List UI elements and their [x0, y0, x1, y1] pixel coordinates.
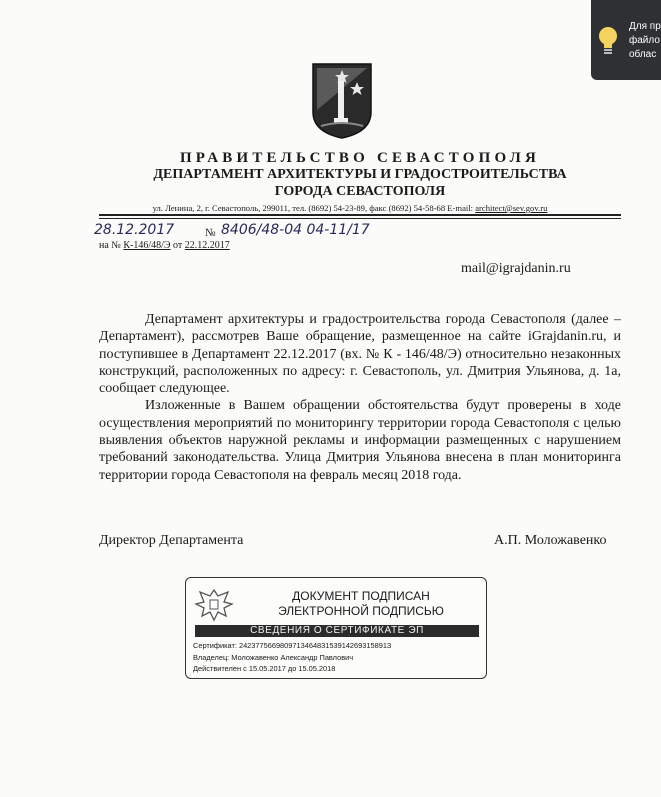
government-title: ПРАВИТЕЛЬСТВО СЕВАСТОПОЛЯ	[179, 150, 541, 166]
ref-prefix: на №	[99, 240, 121, 251]
body-paragraph: Изложенные в Вашем обращении обстоятельства будут проверены в ходе осуществления мероприятий по мониторингу территории города Севастополя с целью выявления объектов наружной рекламы и информации размещенных с нарушением требований законодательства. Улица Дмитрия Ульянова внесена в план мониторинга территории города Севастополя на февраль месяц 2018 года.	[99, 398, 621, 483]
russian-eagle-icon	[194, 586, 234, 622]
certificate-validity: Действителен с 15.05.2017 до 15.05.2018	[193, 664, 336, 673]
certificate-serial: Сертификат: 242377566980971346483153914269315891З	[193, 641, 392, 650]
reference-line	[99, 240, 230, 251]
number-sign: №	[205, 227, 216, 239]
address-text: ул. Ленина, 2, г. Севастополь, 299011, тел. (8692) 54-23-89, факс (8692) 54-58-68 E-mail:	[152, 203, 474, 213]
certificate-owner: Владелец: Моложавенко Александр Павлович	[193, 653, 354, 662]
tooltip-line: файло	[629, 35, 660, 46]
header-address	[0, 203, 661, 213]
ref-from: от	[173, 240, 183, 251]
ref-date: 22.12.2017	[184, 240, 230, 251]
sevastopol-coat-of-arms-icon	[311, 62, 373, 140]
signatory-name: А.П. Моложавенко	[494, 533, 607, 548]
certificate-info-bar: СВЕДЕНИЯ О СЕРТИФИКАТЕ ЭП	[195, 625, 479, 637]
city-title: ГОРОДА СЕВАСТОПОЛЯ	[274, 184, 446, 199]
header-rule-thick	[99, 214, 621, 216]
header-email: architect@sev.gov.ru	[475, 203, 548, 213]
tooltip-line: облас	[629, 49, 657, 60]
ref-number: К-146/48/Э	[123, 240, 171, 251]
outgoing-number: 8406/48-04 04-11/17	[221, 222, 370, 238]
tooltip-text	[629, 20, 661, 62]
addressee-email: mail@igrajdanin.ru	[461, 261, 571, 276]
tooltip	[591, 0, 661, 80]
body-paragraph: Департамент архитектуры и градостроительства города Севастополя (далее – Департамент), рассмотрев Ваше обращение, размещенное на сайте iGrajdanin.ru, и поступившее в Департамент 22.12.2017 (вх. № К - 146/48/Э) относительно незаконных конструкций, расположенных по адресу: г. Севастополь, ул. Дмитрия Ульянова, д. 1а, сообщает следующее.	[99, 312, 621, 397]
tooltip-line: Для пр	[629, 21, 661, 32]
outgoing-date: 28.12.2017	[94, 222, 175, 238]
e-signature-stamp	[185, 577, 487, 679]
department-title: ДЕПАРТАМЕНТ АРХИТЕКТУРЫ И ГРАДОСТРОИТЕЛЬСТВА	[153, 167, 567, 182]
letter-body	[99, 311, 621, 484]
lightbulb-icon	[596, 25, 620, 57]
stamp-title-line1: ДОКУМЕНТ ПОДПИСАН	[292, 589, 430, 603]
header-rule-thin	[99, 218, 621, 219]
stamp-title-line2: ЭЛЕКТРОННОЙ ПОДПИСЬЮ	[278, 604, 444, 618]
signatory-position: Директор Департамента	[99, 533, 244, 548]
